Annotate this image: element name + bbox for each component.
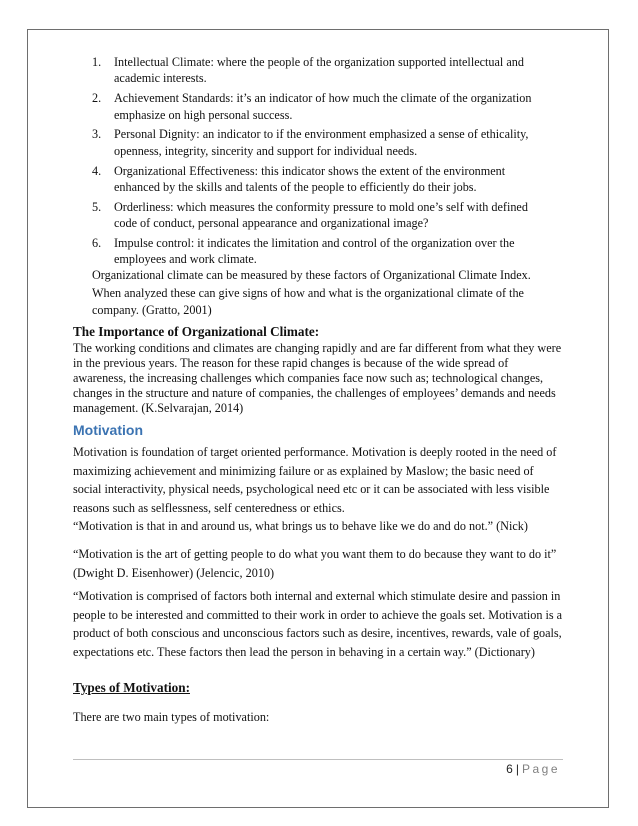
page-number: 6 (506, 762, 513, 776)
footer-separator: | (515, 762, 519, 776)
importance-heading: The Importance of Organizational Climate: (73, 324, 320, 339)
types-paragraph: There are two main types of motivation: (73, 710, 270, 724)
importance-paragraph: The working conditions and climates are changing rapidly and are far different from what they were in the previous years. The reason for these rapid changes is because of the wide spread of awareness, the increasing challenges which companies face now such as; technological changes, changes in the structure and nature of companies, the challenges of employees’ demands and needs management. (K.Selvarajan, 2014) (73, 341, 562, 415)
quote-eisenhower: “Motivation is the art of getting people to do what you want them to do because they want to do it” (Dwight D. Eisenhower) (Jelencic, 2010) (73, 547, 557, 580)
page-footer (506, 762, 560, 776)
list-item: 1. Intellectual Climate: where the people of the organization supported intellectual and academic interests. (92, 55, 524, 86)
footer-divider (73, 759, 563, 760)
climate-index-paragraph: Organizational climate can be measured by these factors of Organizational Climate Index. When analyzed these can give signs of how and what is the organizational climate of the company. (Gratto, 2001) (92, 268, 531, 317)
motivation-paragraph: Motivation is foundation of target oriented performance. Motivation is deeply rooted in the need of maximizing achievement and minimizing failure or as explained by Maslow; the basic need of social interactivity, physical needs, psychological need etc or it can be associated with less visible reasons such as selflessness, self centeredness or ethics. (73, 445, 557, 515)
page-label: Page (521, 762, 560, 776)
list-item: 5. Orderliness: which measures the conformity pressure to mold one’s self with defined code of conduct, personal appearance and organizational image? (92, 199, 528, 231)
quote-nick: “Motivation is that in and around us, what brings us to behave like we do and do not.” (Nick) (73, 519, 528, 533)
types-heading: Types of Motivation: (73, 680, 190, 695)
list-item: 3. Personal Dignity: an indicator to if the environment emphasized a sense of ethicality, openness, integrity, sincerity and support for individual needs. (92, 127, 529, 158)
list-item: 2. Achievement Standards: it’s an indicator of how much the climate of the organization emphasize on high personal success. (92, 91, 532, 122)
list-item: 4. Organizational Effectiveness: this indicator shows the extent of the environment enhanced by the skills and talents of the people to efficiently do their jobs. (92, 163, 506, 195)
climate-factors-list (92, 54, 552, 271)
list-item: 6. Impulse control: it indicates the limitation and control of the organization over the employees and work climate. (92, 236, 515, 267)
quote-dictionary: “Motivation is comprised of factors both internal and external which stimulate desire and passion in people to be interested and committed to their work in order to achieve the goals set. Motivation is a product of both conscious and unconscious factors such as desire, incentives, rewards, vale of goals, expectations etc. These factors then lead the person in behaving in a certain way.” (Dictionary) (73, 589, 563, 659)
motivation-heading: Motivation (73, 422, 143, 438)
